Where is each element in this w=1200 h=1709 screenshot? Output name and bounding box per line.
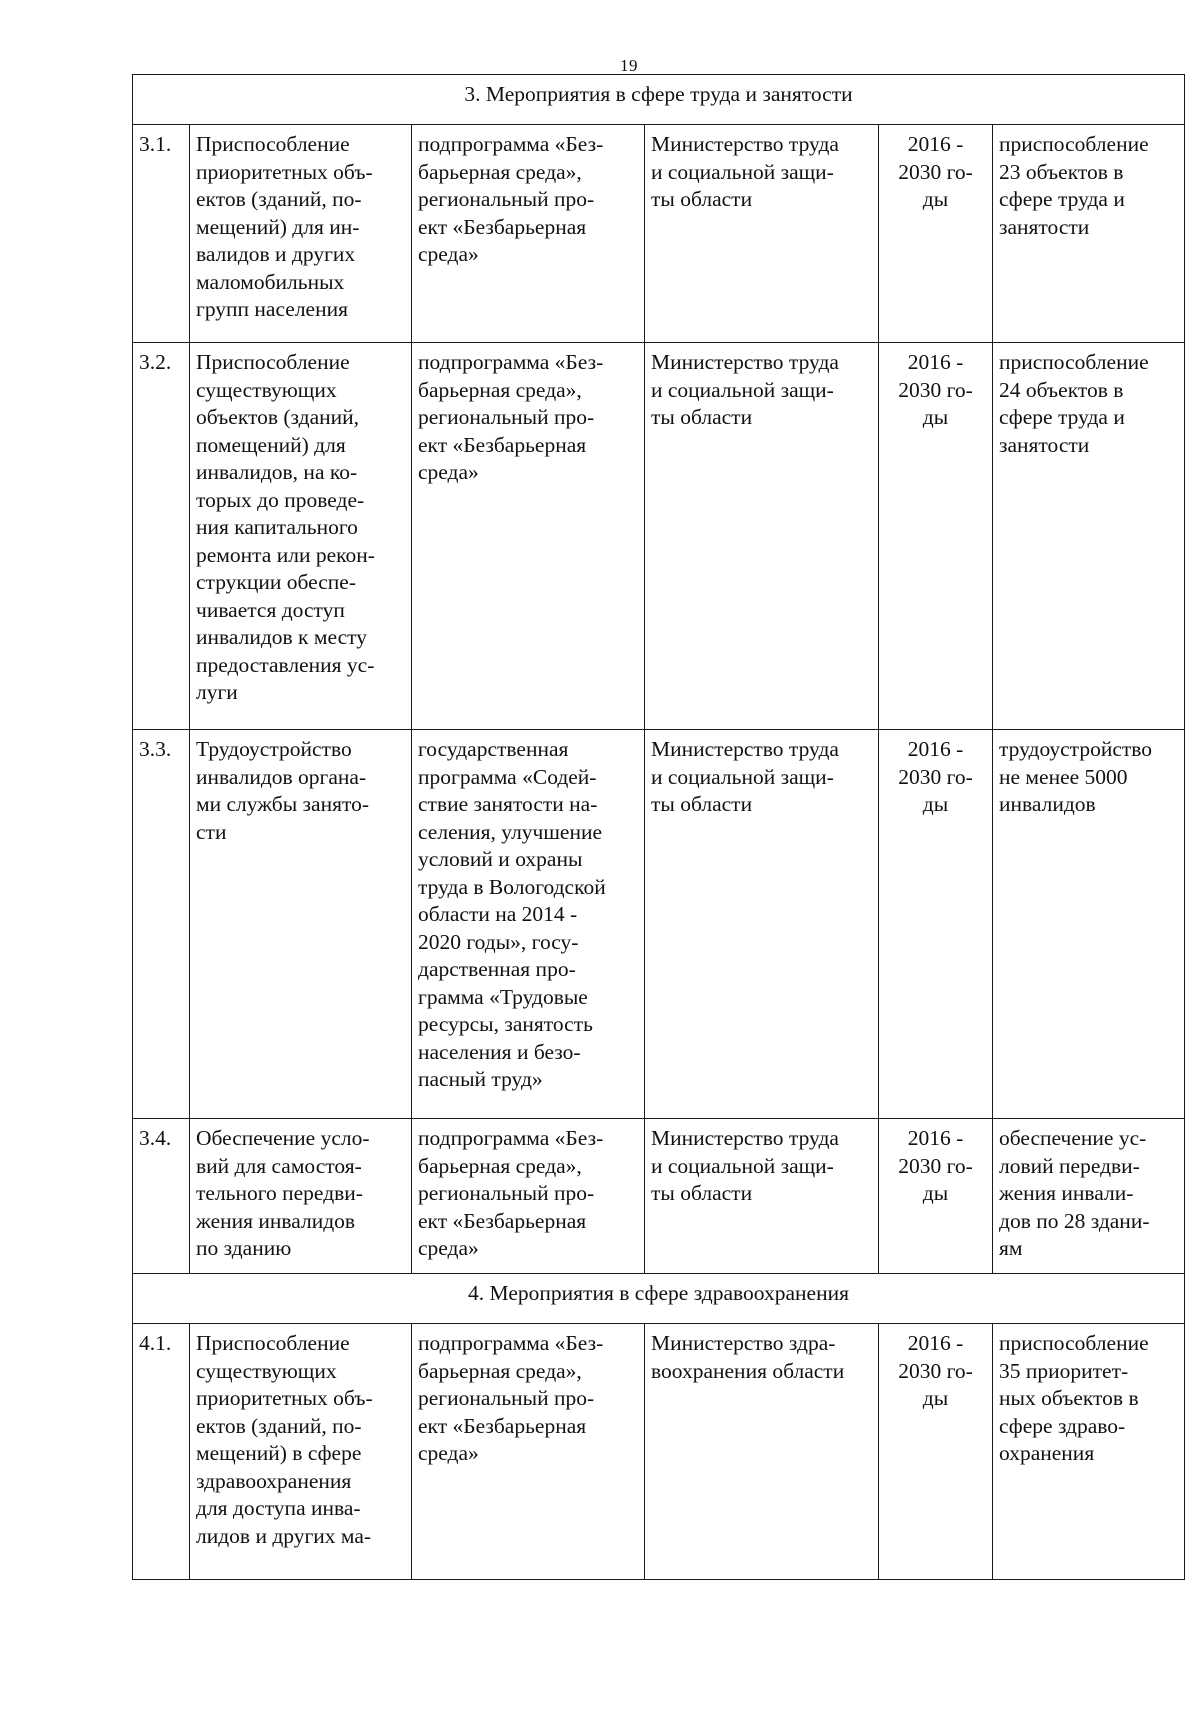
measures-table (132, 74, 1185, 1580)
implementation-period: 2016 - 2030 го- ды (879, 730, 993, 1119)
table-row (133, 343, 1185, 730)
expected-result: приспособление 35 приоритет- ных объектов в сфере здраво- охранения (993, 1324, 1185, 1580)
implementation-period: 2016 - 2030 го- ды (879, 343, 993, 730)
table-row (133, 1324, 1185, 1580)
measure-name: Трудоустройство инвалидов органа- ми службы занято- сти (190, 730, 412, 1119)
measure-name: Приспособление приоритетных объ- ектов (зданий, по- мещений) для ин- валидов и других маломобильных групп населения (190, 125, 412, 343)
table-row (133, 1119, 1185, 1274)
table-row (133, 730, 1185, 1119)
measure-name: Обеспечение усло- вий для самостоя- тельного передви- жения инвалидов по зданию (190, 1119, 412, 1274)
row-number: 3.2. (133, 343, 190, 730)
program-source: государственная программа «Содей- ствие занятости на- селения, улучшение условий и охраны труда в Вологодской области на 2014 - 2020 годы», госу- дарственная про- грамма «Трудовые ресурсы, занятость населения и безо- пасный труд» (412, 730, 645, 1119)
page-number: 19 (620, 56, 638, 75)
program-source: подпрограмма «Без- барьерная среда», региональный про- ект «Безбарьерная среда» (412, 1119, 645, 1274)
row-number: 4.1. (133, 1324, 190, 1580)
program-source: подпрограмма «Без- барьерная среда», региональный про- ект «Безбарьерная среда» (412, 343, 645, 730)
responsible-executor: Министерство здра- воохранения области (645, 1324, 879, 1580)
implementation-period: 2016 - 2030 го- ды (879, 1324, 993, 1580)
section-header-row (133, 75, 1185, 125)
row-number: 3.3. (133, 730, 190, 1119)
responsible-executor: Министерство труда и социальной защи- ты области (645, 125, 879, 343)
row-number: 3.1. (133, 125, 190, 343)
responsible-executor: Министерство труда и социальной защи- ты области (645, 1119, 879, 1274)
expected-result: приспособление 24 объектов в сфере труда и занятости (993, 343, 1185, 730)
section-title: 4. Мероприятия в сфере здравоохранения (133, 1274, 1185, 1324)
expected-result: трудоустройство не менее 5000 инвалидов (993, 730, 1185, 1119)
responsible-executor: Министерство труда и социальной защи- ты области (645, 343, 879, 730)
program-source: подпрограмма «Без- барьерная среда», региональный про- ект «Безбарьерная среда» (412, 125, 645, 343)
expected-result: обеспечение ус- ловий передви- жения инвали- дов по 28 здани- ям (993, 1119, 1185, 1274)
table-row (133, 125, 1185, 343)
program-source: подпрограмма «Без- барьерная среда», региональный про- ект «Безбарьерная среда» (412, 1324, 645, 1580)
expected-result: приспособление 23 объектов в сфере труда и занятости (993, 125, 1185, 343)
measure-name: Приспособление существующих объектов (зданий, помещений) для инвалидов, на ко- торых до проведе- ния капитального ремонта или рекон- струкции обеспе- чивается доступ инвалидов к месту предоставления ус- луги (190, 343, 412, 730)
section-title: 3. Мероприятия в сфере труда и занятости (133, 75, 1185, 125)
implementation-period: 2016 - 2030 го- ды (879, 125, 993, 343)
row-number: 3.4. (133, 1119, 190, 1274)
measure-name: Приспособление существующих приоритетных объ- ектов (зданий, по- мещений) в сфере здравоохранения для доступа инва- лидов и других ма- (190, 1324, 412, 1580)
responsible-executor: Министерство труда и социальной защи- ты области (645, 730, 879, 1119)
implementation-period: 2016 - 2030 го- ды (879, 1119, 993, 1274)
section-header-row (133, 1274, 1185, 1324)
